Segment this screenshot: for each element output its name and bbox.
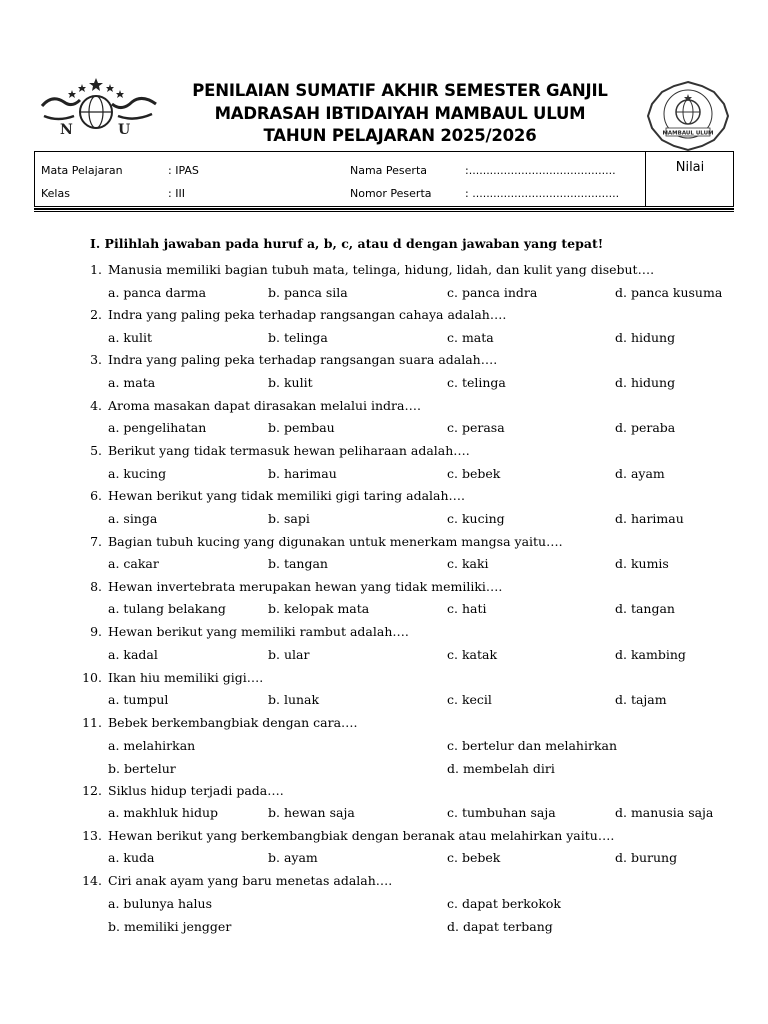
option-d[interactable]: d. membelah diri — [447, 761, 555, 776]
title-line-2: MADRASAH IBTIDAIYAH MAMBAUL ULUM — [214, 103, 586, 123]
page-title — [160, 80, 640, 148]
option-a[interactable]: a. kadal — [108, 647, 158, 662]
option-a[interactable]: a. tulang belakang — [108, 601, 226, 616]
question-number: 7. — [90, 534, 102, 549]
option-c[interactable]: c. bebek — [447, 850, 501, 865]
option-c[interactable]: c. tumbuhan saja — [447, 805, 556, 820]
number-label: Nomor Peserta — [350, 187, 432, 200]
option-b[interactable]: b. panca sila — [268, 285, 348, 300]
option-a[interactable]: a. singa — [108, 511, 158, 526]
question-text: Siklus hidup terjadi pada…. — [108, 783, 284, 798]
question-text: Ciri anak ayam yang baru menetas adalah…. — [108, 873, 393, 888]
option-b[interactable]: b. hewan saja — [268, 805, 355, 820]
name-field[interactable]: :.......................................... — [465, 164, 616, 177]
option-a[interactable]: a. melahirkan — [108, 738, 196, 753]
option-b[interactable]: b. telinga — [268, 330, 328, 345]
question-text: Aroma masakan dapat dirasakan melalui indra…. — [108, 398, 421, 413]
question-text: Berikut yang tidak termasuk hewan peliharaan adalah…. — [108, 443, 470, 458]
svg-text:MAMBAUL ULUM: MAMBAUL ULUM — [662, 130, 714, 137]
option-b[interactable]: b. sapi — [268, 511, 310, 526]
option-b[interactable]: b. ular — [268, 647, 310, 662]
option-c[interactable]: c. telinga — [447, 375, 506, 390]
option-a[interactable]: a. kucing — [108, 466, 167, 481]
number-field[interactable]: : .......................................... — [465, 187, 620, 200]
option-b[interactable]: b. ayam — [268, 850, 318, 865]
question-text: Ikan hiu memiliki gigi…. — [108, 670, 264, 685]
option-a[interactable]: a. makhluk hidup — [108, 805, 219, 820]
option-c[interactable]: c. dapat berkokok — [447, 896, 562, 911]
option-d[interactable]: d. peraba — [615, 420, 676, 435]
option-b[interactable]: b. bertelur — [108, 761, 176, 776]
option-a[interactable]: a. mata — [108, 375, 156, 390]
question-text: Hewan invertebrata merupakan hewan yang tidak memiliki…. — [108, 579, 503, 594]
option-c[interactable]: c. panca indra — [447, 285, 538, 300]
option-d[interactable]: d. harimau — [615, 511, 684, 526]
option-c[interactable]: c. katak — [447, 647, 498, 662]
question-number: 5. — [90, 443, 102, 458]
question-number: 3. — [90, 352, 102, 367]
option-c[interactable]: c. mata — [447, 330, 494, 345]
title-line-3: TAHUN PELAJARAN 2025/2026 — [263, 126, 537, 145]
question-number: 12. — [82, 783, 102, 798]
option-d[interactable]: d. tangan — [615, 601, 675, 616]
score-label: Nilai — [675, 160, 705, 175]
question-number: 9. — [90, 624, 102, 639]
option-a[interactable]: a. bulunya halus — [108, 896, 213, 911]
question-number: 6. — [90, 488, 102, 503]
option-d[interactable]: d. manusia saja — [615, 805, 714, 820]
question-text: Indra yang paling peka terhadap rangsangan suara adalah…. — [108, 352, 498, 367]
question-number: 2. — [90, 307, 102, 322]
option-c[interactable]: c. bebek — [447, 466, 501, 481]
option-c[interactable]: c. bertelur dan melahirkan — [447, 738, 618, 753]
option-b[interactable]: b. kulit — [268, 375, 313, 390]
option-d[interactable]: d. panca kusuma — [615, 285, 723, 300]
student-info-box — [34, 151, 734, 207]
school-logo — [640, 80, 736, 152]
option-d[interactable]: d. tajam — [615, 692, 667, 707]
subject-value: : IPAS — [168, 164, 199, 177]
option-c[interactable]: c. perasa — [447, 420, 505, 435]
option-c[interactable]: c. kucing — [447, 511, 505, 526]
option-d[interactable]: d. dapat terbang — [447, 919, 553, 934]
question-number: 10. — [82, 670, 102, 685]
svg-text:N: N — [60, 122, 73, 138]
option-a[interactable]: a. pengelihatan — [108, 420, 207, 435]
option-d[interactable]: d. kambing — [615, 647, 686, 662]
option-b[interactable]: b. memiliki jengger — [108, 919, 232, 934]
option-b[interactable]: b. tangan — [268, 556, 328, 571]
subject-label: Mata Pelajaran — [41, 164, 123, 177]
option-a[interactable]: a. tumpul — [108, 692, 169, 707]
question-number: 8. — [90, 579, 102, 594]
class-value: : III — [168, 187, 185, 200]
option-b[interactable]: b. pembau — [268, 420, 335, 435]
option-c[interactable]: c. hati — [447, 601, 487, 616]
question-number: 14. — [82, 873, 102, 888]
option-b[interactable]: b. lunak — [268, 692, 320, 707]
option-d[interactable]: d. ayam — [615, 466, 665, 481]
question-text: Hewan berikut yang tidak memiliki gigi taring adalah…. — [108, 488, 466, 503]
question-text: Bebek berkembangbiak dengan cara…. — [108, 715, 358, 730]
question-number: 13. — [82, 828, 102, 843]
option-c[interactable]: c. kecil — [447, 692, 492, 707]
option-d[interactable]: d. hidung — [615, 330, 676, 345]
option-a[interactable]: a. kuda — [108, 850, 155, 865]
question-number: 11. — [82, 715, 102, 730]
svg-text:U: U — [118, 122, 131, 138]
question-text: Indra yang paling peka terhadap rangsangan cahaya adalah…. — [108, 307, 507, 322]
option-c[interactable]: c. kaki — [447, 556, 489, 571]
option-d[interactable]: d. hidung — [615, 375, 676, 390]
option-b[interactable]: b. kelopak mata — [268, 601, 370, 616]
instruction: I. Pilihlah jawaban pada huruf a, b, c, atau d dengan jawaban yang tepat! — [90, 236, 604, 251]
question-text: Manusia memiliki bagian tubuh mata, telinga, hidung, lidah, dan kulit yang disebut…. — [108, 262, 655, 277]
question-text: Hewan berikut yang memiliki rambut adalah…. — [108, 624, 409, 639]
option-d[interactable]: d. kumis — [615, 556, 669, 571]
divider — [34, 208, 734, 212]
question-text: Bagian tubuh kucing yang digunakan untuk menerkam mangsa yaitu…. — [108, 534, 563, 549]
class-label: Kelas — [41, 187, 70, 200]
option-d[interactable]: d. burung — [615, 850, 678, 865]
option-a[interactable]: a. panca darma — [108, 285, 207, 300]
title-line-1: PENILAIAN SUMATIF AKHIR SEMESTER GANJIL — [192, 81, 608, 100]
question-number: 1. — [90, 262, 102, 277]
option-b[interactable]: b. harimau — [268, 466, 337, 481]
option-a[interactable]: a. kulit — [108, 330, 153, 345]
option-a[interactable]: a. cakar — [108, 556, 159, 571]
nu-logo — [38, 76, 160, 142]
name-label: Nama Peserta — [350, 164, 428, 177]
question-number: 4. — [90, 398, 102, 413]
question-text: Hewan berikut yang berkembangbiak dengan beranak atau melahirkan yaitu…. — [108, 828, 615, 843]
